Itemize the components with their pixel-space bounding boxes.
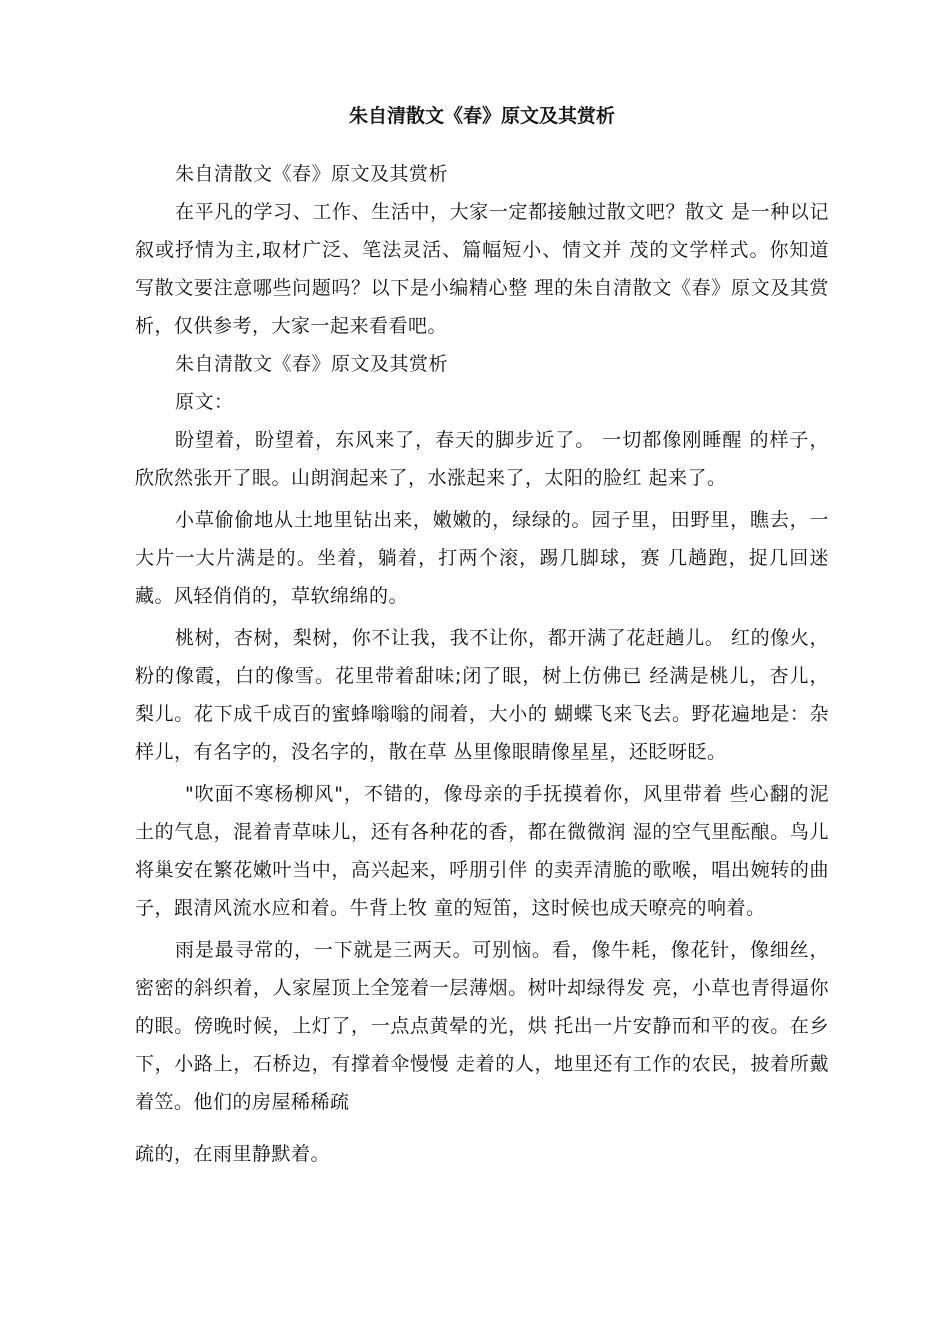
body-paragraph-3: 桃树，杏树，梨树，你不让我，我不让你，都开满了花赶趟儿。 红的像火，粉的像霞，白的像雪。花里带着甜味;闭了眼，树上仿佛已 经满是桃儿，杏儿，梨儿。花下成千成百的蜜蜂嗡嗡的闹着，大小的 蝴蝶飞来飞去。野花遍地是：杂样儿，有名字的，没名字的，散在草 丛里像眼睛像星星，还眨呀眨。 [135, 627, 829, 763]
section-heading-paragraph: 朱自清散文《春》原文及其赏析 [175, 353, 449, 375]
body-paragraph-continued: 疏的，在雨里静默着。 [135, 1143, 331, 1165]
body-paragraph-1: 盼望着，盼望着，东风来了，春天的脚步近了。 一切都像刚睡醒 的样子，欣欣然张开了眼。山朗润起来了，水涨起来了，太阳的脸红 起来了。 [135, 429, 829, 489]
body-paragraph-5: 雨是最寻常的，一下就是三两天。可别恼。看，像牛耗，像花针，像细丝，密密的斜织着，人家屋顶上全笼着一层薄烟。树叶却绿得发 亮，小草也青得逼你的眼。傍晚时候，上灯了，一点点黄晕的光，烘 托出一片安静而和平的夜。在乡下，小路上，石桥边，有撑着伞慢慢 走着的人，地里还有工作的农民，披着所戴着笠。他们的房屋稀稀疏 [135, 939, 829, 1113]
body-paragraph-2: 小草偷偷地从土地里钻出来，嫩嫩的，绿绿的。园子里，田野里，瞧去，一大片一大片满是的。坐着，躺着，打两个滚，踢几脚球，赛 几趟跑，捉几回迷藏。风轻俏俏的，草软绵绵的。 [135, 509, 829, 607]
document-body [135, 155, 829, 1173]
subtitle-paragraph: 朱自清散文《春》原文及其赏析 [175, 163, 449, 185]
original-text-label: 原文： [175, 391, 234, 413]
intro-paragraph: 在平凡的学习、工作、生活中，大家一定都接触过散文吧？散文 是一种以记叙或抒情为主,取材广泛、笔法灵活、篇幅短小、情文并 茂的文学样式。你知道写散文要注意哪些问题吗？以下是小编精心整 理的朱自清散文《春》原文及其赏析，仅供参考，大家一起来看看吧。 [135, 201, 829, 337]
document-title: 朱自清散文《春》原文及其赏析 [348, 105, 615, 127]
body-paragraph-4: "吹面不寒杨柳风"，不错的，像母亲的手抚摸着你，风里带着 些心翻的泥土的气息，混着青草味儿，还有各种花的香，都在微微润 湿的空气里酝酿。鸟儿将巢安在繁花嫩叶当中，高兴起来，呼朋引伴 的卖弄清脆的歌喉，唱出婉转的曲子，跟清风流水应和着。牛背上牧 童的短笛，这时候也成天嘹亮的响着。 [135, 783, 829, 919]
